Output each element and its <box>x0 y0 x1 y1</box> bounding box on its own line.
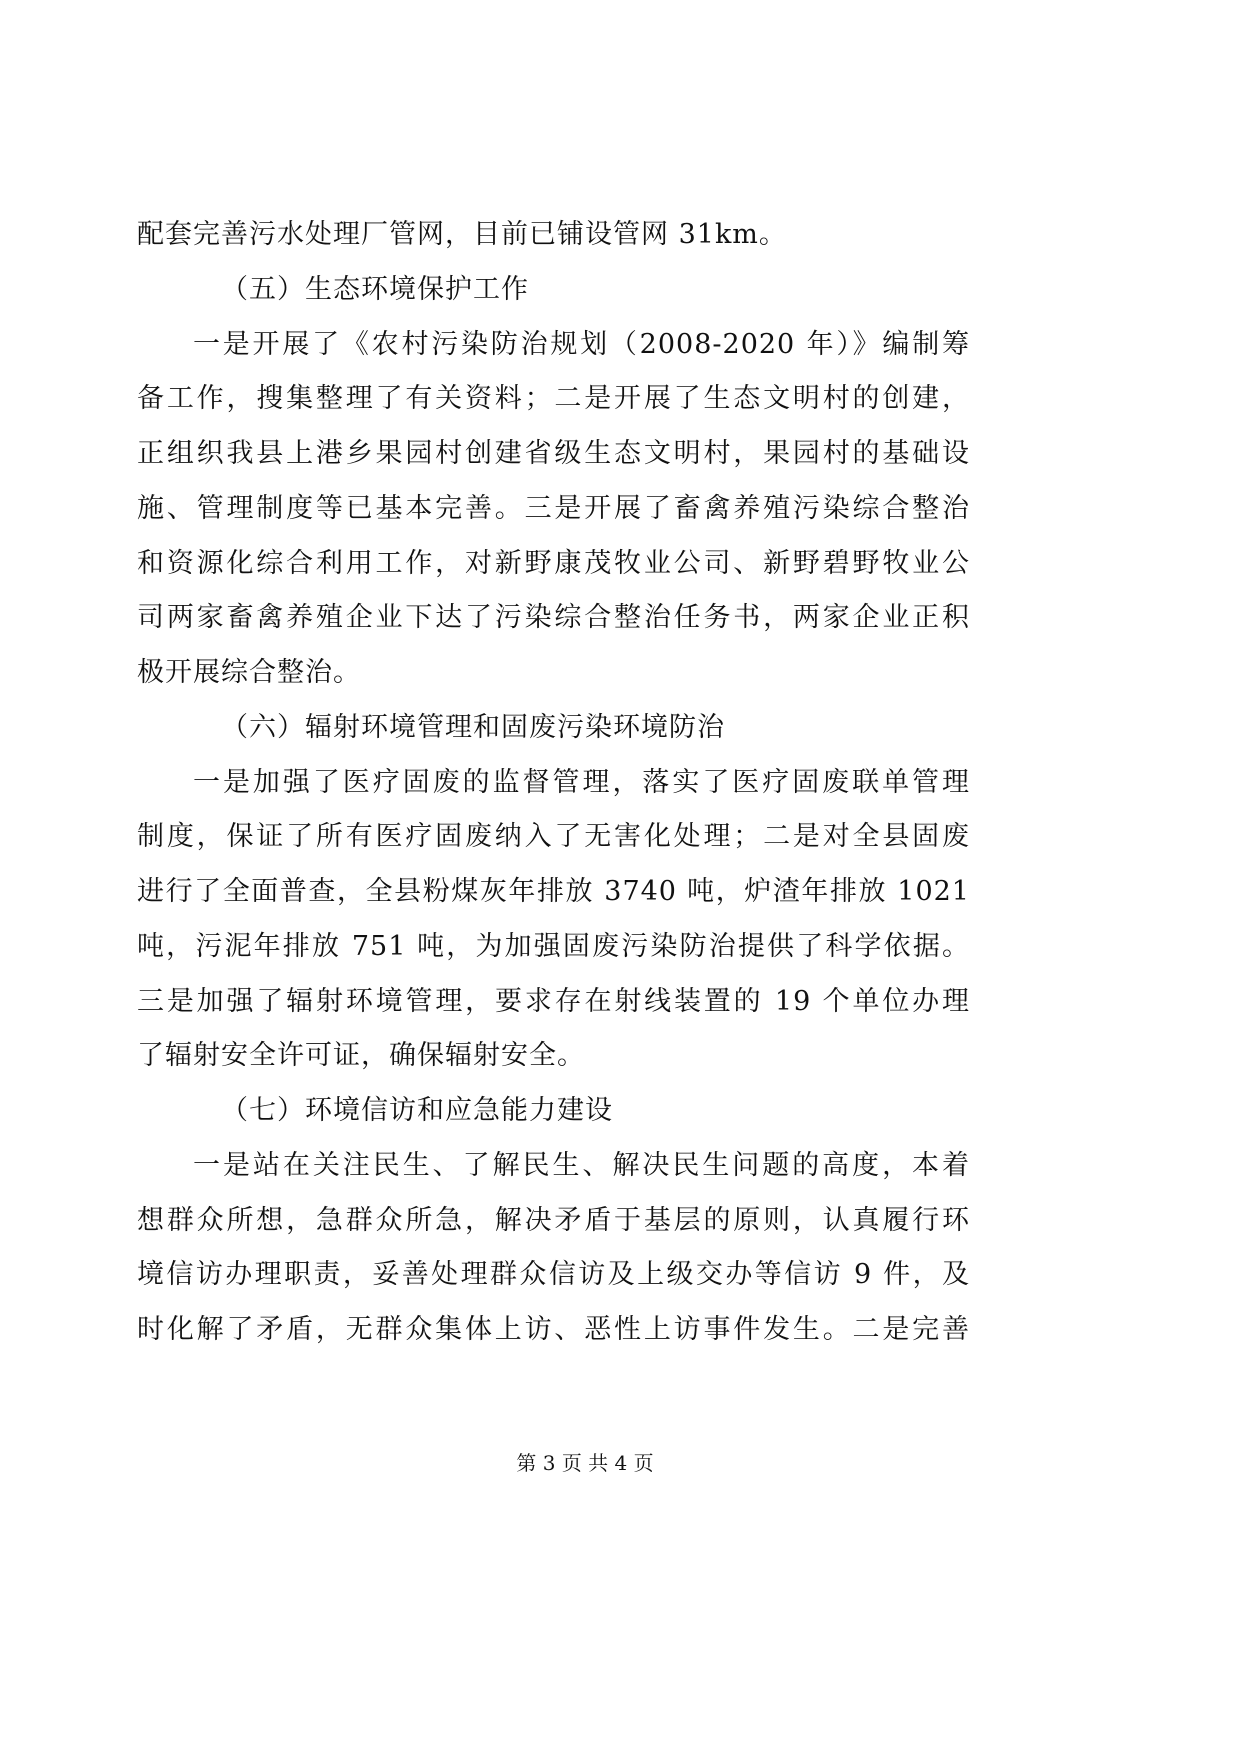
page-footer: 第 3 页 共 4 页 <box>516 1451 654 1475</box>
text-line: 想群众所想，急群众所急，解决矛盾于基层的原则，认真履行环 <box>137 1204 970 1236</box>
text-line: 和资源化综合利用工作，对新野康茂牧业公司、新野碧野牧业公 <box>137 547 970 579</box>
section-heading: （七）环境信访和应急能力建设 <box>221 1095 613 1126</box>
text-line: 了辐射安全许可证，确保辐射安全。 <box>137 1040 585 1072</box>
section-heading: （六）辐射环境管理和固废污染环境防治 <box>221 711 725 743</box>
text-line: 配套完善污水处理厂管网，目前已铺设管网 31km。 <box>137 219 787 250</box>
text-line: 极开展综合整治。 <box>137 657 361 688</box>
text-line: 一是加强了医疗固废的监督管理，落实了医疗固废联单管理 <box>193 766 970 798</box>
text-line: 备工作，搜集整理了有关资料；二是开展了生态文明村的创建， <box>137 383 970 415</box>
text-line: 一是开展了《农村污染防治规划（2008-2020 年）》编制筹 <box>193 328 970 360</box>
text-line: 司两家畜禽养殖企业下达了污染综合整治任务书，两家企业正积 <box>137 602 970 634</box>
text-line: 正组织我县上港乡果园村创建省级生态文明村，果园村的基础设 <box>137 438 970 469</box>
document-body <box>137 208 970 1358</box>
text-line: 境信访办理职责，妥善处理群众信访及上级交办等信访 9 件，及 <box>137 1259 970 1291</box>
text-line: 制度，保证了所有医疗固废纳入了无害化处理；二是对全县固废 <box>137 821 970 853</box>
text-line: 一是站在关注民生、了解民生、解决民生问题的高度，本着 <box>193 1149 970 1181</box>
text-line: 施、管理制度等已基本完善。三是开展了畜禽养殖污染综合整治 <box>137 492 970 524</box>
text-line: 三是加强了辐射环境管理，要求存在射线装置的 19 个单位办理 <box>137 985 970 1017</box>
text-line: 吨，污泥年排放 751 吨，为加强固废污染防治提供了科学依据。 <box>137 930 970 962</box>
text-line: 进行了全面普查，全县粉煤灰年排放 3740 吨，炉渣年排放 1021 <box>137 876 970 907</box>
text-line: 时化解了矛盾，无群众集体上访、恶性上访事件发生。二是完善 <box>137 1314 970 1345</box>
section-heading: （五）生态环境保护工作 <box>221 273 529 305</box>
